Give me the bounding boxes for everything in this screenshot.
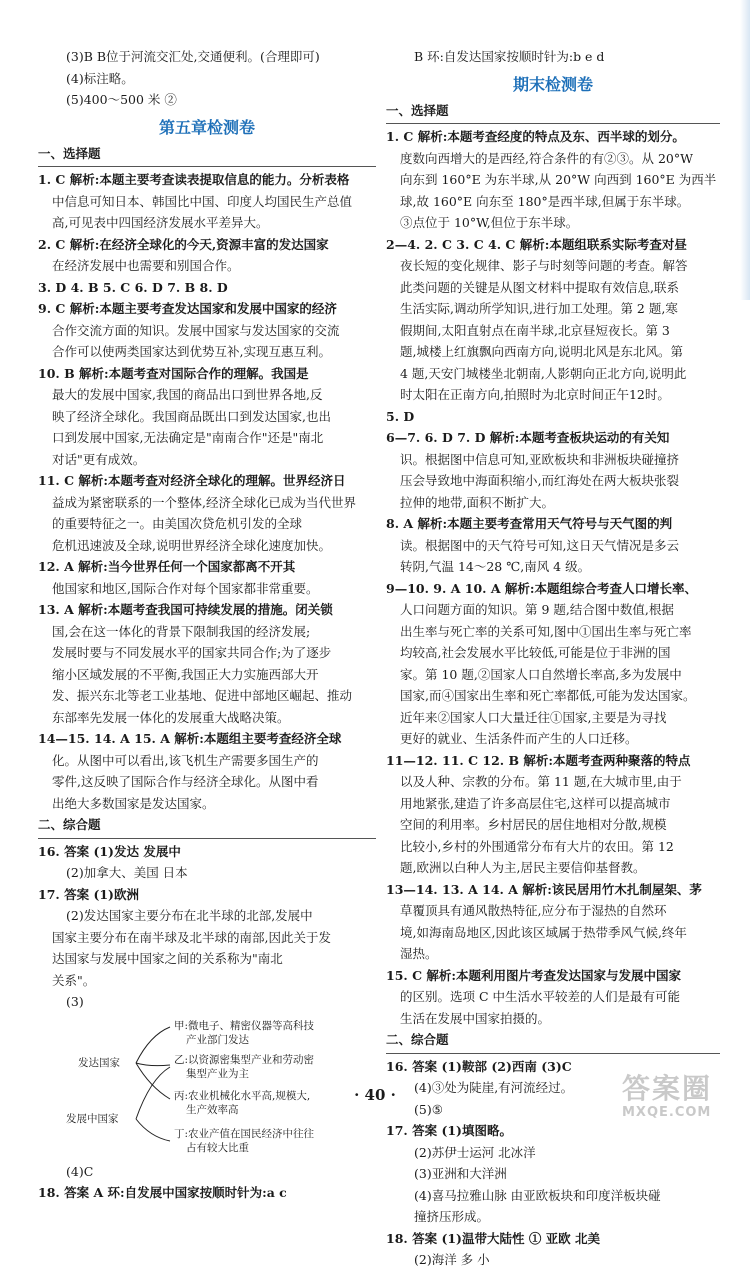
text-line: 合作可以使两类国家达到优势互补,实现互惠互利。 xyxy=(52,344,331,359)
text-line: 球,故 160°E 向东至 180°是西半球,但属于东半球。 xyxy=(400,193,690,209)
text-line: 合作交流方面的知识。发展中国家与发达国家的交流 xyxy=(52,322,340,338)
text-line: 湿热。 xyxy=(400,946,438,961)
text-line: 近年来②国家人口大量迁往①国家,主要是为寻找 xyxy=(400,709,667,725)
text-line: ③点位于 10°W,但位于东半球。 xyxy=(400,215,579,230)
text-line: 5. D xyxy=(386,408,415,424)
chapter-five-title: 第五章检测卷 xyxy=(158,117,255,137)
text-line: (2)苏伊士运河 北冰洋 xyxy=(414,1144,536,1160)
left-top-lines xyxy=(38,46,376,111)
text-line: 18. 答案 A 环:自发展中国家按顺时针为:a c xyxy=(38,1185,287,1200)
text-line: 中信息可知日本、韩国比中国、印度人均国民生产总值 xyxy=(52,193,353,209)
text-line: 16. 答案 (1)发达 发展中 xyxy=(38,843,181,859)
text-line: 2—4. 2. C 3. C 4. C 解析:本题组联系实际考查对昼 xyxy=(386,236,687,252)
right-section-comprehensive: 二、综合题 xyxy=(386,1032,449,1047)
text-line: (4)标注略。 xyxy=(66,70,134,86)
text-line: 以及人种、宗教的分布。第 11 题,在大城市里,由于 xyxy=(400,774,682,789)
final-exam-title: 期末检测卷 xyxy=(512,74,593,94)
item-jia-line2: 产业部门发达 xyxy=(186,1033,249,1046)
text-line: 最大的发展中国家,我国的商品出口到世界各地,反 xyxy=(52,387,323,402)
text-line: 口到发展中国家,无法确定是"南南合作"还是"南北 xyxy=(52,430,324,445)
text-line: 9. C 解析:本题主要考查发达国家和发展中国家的经济 xyxy=(38,301,337,316)
page-edge-shadow xyxy=(740,0,750,300)
text-line: 此类问题的关键是从图文材料中提取有效信息,联系 xyxy=(400,279,679,295)
watermark-text: 答案圈 xyxy=(622,1072,713,1105)
developed-countries-node: 发达国家 xyxy=(78,1056,120,1069)
right-top-lines xyxy=(386,46,720,68)
text-line: 4 题,天安门城楼坐北朝南,人影朝向正北方向,说明此 xyxy=(400,365,687,381)
item-yi-line1: 乙:以资源密集型产业和劳动密 xyxy=(174,1053,315,1066)
left-bottom-lines xyxy=(38,1161,376,1204)
text-line: 他国家和地区,国际合作对每个国家都非常重要。 xyxy=(52,580,319,596)
text-line: 对话"更有成效。 xyxy=(52,451,146,467)
item-yi-line2: 集型产业为主 xyxy=(186,1067,249,1080)
text-line: 9—10. 9. A 10. A 解析:本题组综合考查人口增长率、 xyxy=(386,580,698,596)
text-line: 零件,这反映了国际合作与经济全球化。从图中看 xyxy=(52,774,319,789)
text-line: 2. C 解析:在经济全球化的今天,资源丰富的发达国家 xyxy=(38,236,329,252)
text-line: (3)B B位于河流交汇处,交通便利。(合理即可) xyxy=(66,49,320,64)
text-line: 在经济发展中也需要和别国合作。 xyxy=(52,258,240,273)
text-line: 15. C 解析:本题利用图片考查发达国家与发展中国家 xyxy=(386,967,682,983)
text-line: 时太阳在正南方向,拍照时为北京时间正午12时。 xyxy=(400,387,670,402)
text-line: 拉伸的地带,面积不断扩大。 xyxy=(400,494,554,510)
text-line: 夜长短的变化规律、影子与时刻等问题的考查。解答 xyxy=(400,258,688,273)
item-ding-line2: 占有较大比重 xyxy=(186,1141,249,1154)
developing-countries-node: 发展中国家 xyxy=(66,1112,119,1125)
text-line: 均较高,社会发展水平比较低,可能是位于非洲的国 xyxy=(400,645,671,660)
text-line: 空间的利用率。乡村居民的居住地相对分散,规模 xyxy=(400,817,667,832)
item-jia-line1: 甲:微电子、精密仪器等高科技 xyxy=(174,1019,315,1032)
text-line: 国家主要分布在南半球及北半球的南部,因此关于发 xyxy=(52,929,331,945)
left-column xyxy=(38,46,376,1204)
text-line: 高,可见表中四国经济发展水平差异大。 xyxy=(52,215,269,230)
text-line: 6—7. 6. D 7. D 解析:本题考查板块运动的有关知 xyxy=(386,430,670,445)
section-rule xyxy=(38,838,376,839)
page-number: · 40 · xyxy=(354,1086,396,1104)
text-line: 14—15. 14. A 15. A 解析:本题组主要考查经济全球 xyxy=(38,731,342,746)
text-line: (4)③处为陡崖,有河流经过。 xyxy=(414,1080,574,1095)
text-line: 度数向西增大的是西经,符合条件的有②③。从 20°W xyxy=(400,150,693,166)
text-line: 向东到 160°E 为东半球,从 20°W 向西到 160°E 为西半 xyxy=(400,172,717,187)
text-line: 13. A 解析:本题考查我国可持续发展的措施。闭关锁 xyxy=(38,602,333,617)
text-line: 比较小,乡村的外围通常分布有大片的农田。第 12 xyxy=(400,838,674,854)
section-rule xyxy=(38,166,376,167)
text-line: 东部率先发展一体化的发展重大战略决策。 xyxy=(52,709,290,725)
text-line: 国,会在这一体化的背景下限制我国的经济发展; xyxy=(52,623,311,639)
text-line: 达国家与发展中国家之间的关系称为"南北 xyxy=(52,951,283,966)
right-section-choice: 一、选择题 xyxy=(386,102,449,118)
text-line: 国家,而④国家出生率和死亡率都低,可能为发达国家。 xyxy=(400,688,696,703)
left-choice-answers xyxy=(38,169,376,814)
text-line: 17. 答案 (1)欧洲 xyxy=(38,886,139,902)
text-line: 10. B 解析:本题考查对国际合作的理解。我国是 xyxy=(38,365,309,381)
text-line: 11. C 解析:本题考查对经济全球化的理解。世界经济日 xyxy=(38,473,346,488)
text-line: 1. C 解析:本题主要考查读表提取信息的能力。分析表格 xyxy=(38,172,350,187)
watermark-url: MXQE.COM xyxy=(622,1104,712,1120)
text-line: 境,如海南岛地区,因此该区域属于热带季风气候,终年 xyxy=(400,924,687,940)
left-comprehensive-answers xyxy=(38,841,376,1013)
item-bing-line2: 生产效率高 xyxy=(186,1103,239,1116)
section-rule xyxy=(386,1053,720,1054)
text-line: (4)C xyxy=(66,1163,94,1179)
text-line: 危机迅速波及全球,说明世界经济全球化速度加快。 xyxy=(52,537,331,553)
text-line: B 环:自发达国家按顺时针为:b e d xyxy=(414,49,605,64)
text-line: 撞挤压形成。 xyxy=(414,1209,490,1224)
text-line: 草覆顶具有通风散热特征,应分布于湿热的自然环 xyxy=(400,903,667,918)
text-line: 识。根据图中信息可知,亚欧板块和非洲板块碰撞挤 xyxy=(400,451,679,467)
text-line: 生活在发展中国家拍摄的。 xyxy=(400,1010,551,1026)
text-line: 题,城楼上红旗飘向西南方向,说明北风是东北风。第 xyxy=(400,344,683,359)
text-line: (5)⑤ xyxy=(414,1101,443,1117)
left-section-comprehensive: 二、综合题 xyxy=(38,817,101,832)
text-line: 17. 答案 (1)填图略。 xyxy=(386,1123,512,1138)
text-line: 读。根据图中的天气符号可知,这日天气情况是多云 xyxy=(400,537,679,553)
right-choice-answers xyxy=(386,126,720,1029)
text-line: 压会导致地中海面积缩小,而红海处在两大板块张裂 xyxy=(400,473,679,488)
text-line: 缩小区域发展的不平衡,我国正大力实施西部大开 xyxy=(52,666,319,682)
text-line: 题,欧洲以白种人为主,居民主要信仰基督教。 xyxy=(400,860,646,875)
item-ding-line1: 丁:农业产值在国民经济中往往 xyxy=(174,1127,315,1140)
text-line: 家。第 10 题,②国家人口自然增长率高,多为发展中 xyxy=(400,666,682,682)
text-line: 用地紧张,建造了许多高层住宅,这样可以提高城市 xyxy=(400,795,671,811)
text-line: 更好的就业、生活条件而产生的人口迁移。 xyxy=(400,731,638,746)
text-line: 益成为紧密联系的一个整体,经济全球化已成为当代世界 xyxy=(52,494,356,510)
text-line: 假期间,太阳直射点在南半球,北京昼短夜长。第 3 xyxy=(400,322,670,338)
text-line: 关系"。 xyxy=(52,972,96,988)
text-line: (2)加拿大、美国 日本 xyxy=(66,865,188,880)
text-line: 13—14. 13. A 14. A 解析:该民居用竹木扎制屋架、茅 xyxy=(386,881,702,897)
text-line: (2)发达国家主要分布在北半球的北部,发展中 xyxy=(66,908,313,923)
text-line: (5)400～500 米 ② xyxy=(66,92,177,107)
text-line: 发、振兴东北等老工业基地、促进中部地区崛起、推动 xyxy=(52,688,353,703)
text-line: (3) xyxy=(66,994,84,1009)
watermark-logo xyxy=(622,1072,713,1123)
text-line: 化。从图中可以看出,该飞机生产需要多国生产的 xyxy=(52,752,319,768)
text-line: 1. C 解析:本题考查经度的特点及东、西半球的划分。 xyxy=(386,129,685,144)
item-bing-line1: 丙:农业机械化水平高,规模大, xyxy=(174,1089,311,1102)
text-line: 映了经济全球化。我国商品既出口到发达国家,也出 xyxy=(52,408,331,424)
text-line: 12. A 解析:当今世界任何一个国家都离不开其 xyxy=(38,559,296,574)
text-line: 11—12. 11. C 12. B 解析:本题考查两种聚落的特点 xyxy=(386,752,691,768)
text-line: (4)喜马拉雅山脉 由亚欧板块和印度洋板块碰 xyxy=(414,1187,661,1203)
text-line: 16. 答案 (1)鞍部 (2)西南 (3)C xyxy=(386,1058,572,1074)
text-line: 18. 答案 (1)温带大陆性 ① 亚欧 北美 xyxy=(386,1230,601,1246)
text-line: 出绝大多数国家是发达国家。 xyxy=(52,795,215,811)
text-line: (3)亚洲和大洋洲 xyxy=(414,1166,507,1181)
text-line: (2)海洋 多 小 xyxy=(414,1252,490,1267)
text-line: 出生率与死亡率的关系可知,图中①国出生率与死亡率 xyxy=(400,623,692,639)
text-line: 8. A 解析:本题主要考查常用天气符号与天气图的判 xyxy=(386,516,673,531)
section-rule xyxy=(386,123,720,124)
text-line: 的区别。选项 C 中生活水平较差的人们是最有可能 xyxy=(400,989,681,1004)
text-line: 人口问题方面的知识。第 9 题,结合图中数值,根据 xyxy=(400,602,674,617)
text-line: 3. D 4. B 5. C 6. D 7. B 8. D xyxy=(38,279,228,295)
text-line: 转阴,气温 14～28 ℃,南风 4 级。 xyxy=(400,559,591,574)
left-section-choice: 一、选择题 xyxy=(38,145,101,161)
text-line: 的重要特征之一。由美国次贷危机引发的全球 xyxy=(52,516,303,531)
text-line: 发展时要与不同发展水平的国家共同合作;为了逐步 xyxy=(52,645,332,660)
text-line: 生活实际,调动所学知识,进行加工处理。第 2 题,寒 xyxy=(400,301,678,316)
